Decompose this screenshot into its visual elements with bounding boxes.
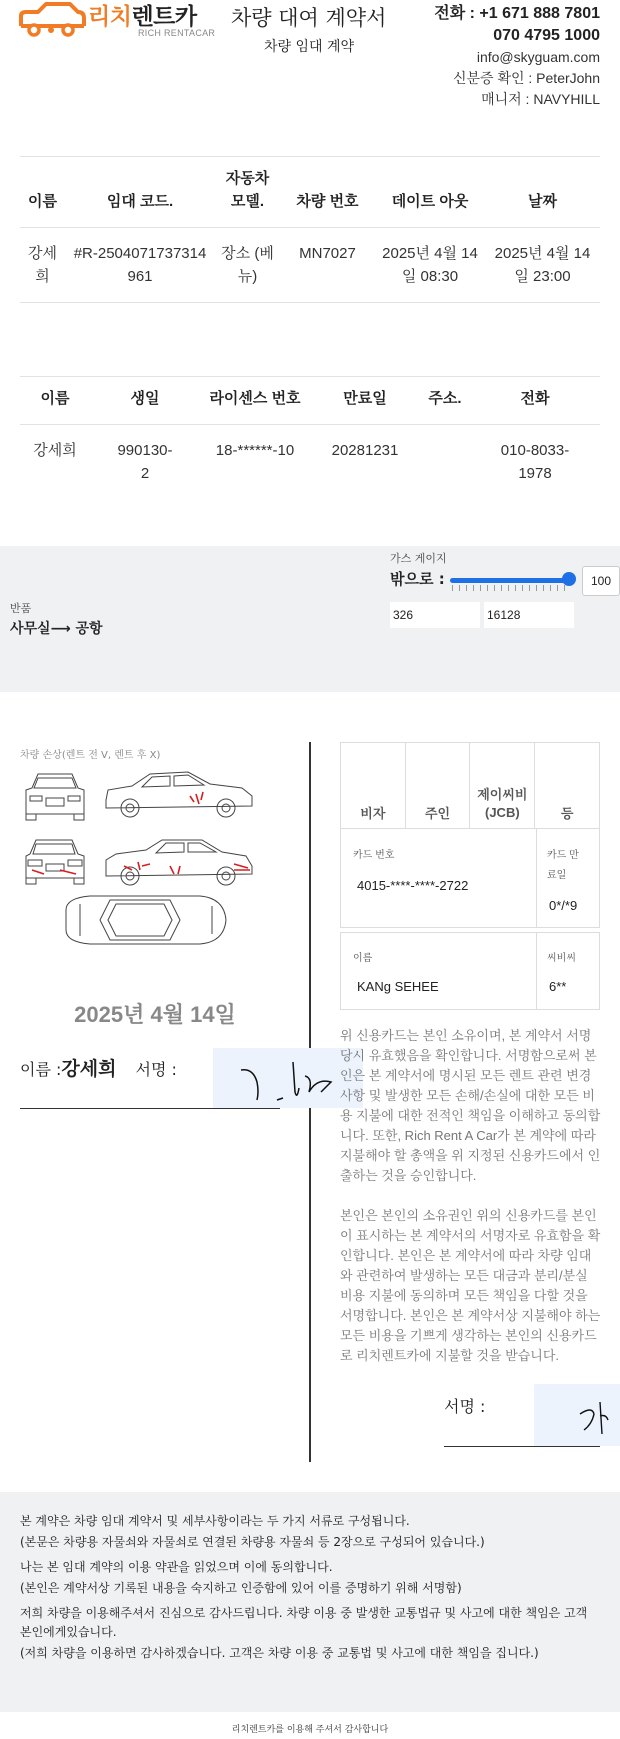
col-header-phone: 전화: [470, 377, 600, 425]
car-side-view-left: [106, 840, 252, 885]
card-type-visa[interactable]: 비자: [341, 743, 406, 829]
driver-name: 강세희: [33, 442, 77, 459]
brand-name: [88, 0, 197, 31]
card-cvc-label: 씨비씨: [547, 953, 576, 964]
col-header-date: 날짜: [485, 157, 600, 228]
table-row: [20, 425, 600, 500]
driver-expiry: 20281231: [331, 442, 399, 459]
card-type-jcb[interactable]: 제이씨비 (JCB): [470, 743, 535, 829]
return-route: 사무실⟶ 공항: [10, 621, 103, 637]
brand-subtitle: RICH RENTACAR: [138, 28, 216, 38]
gas-gauge-label: 가스 게이지: [390, 552, 447, 565]
car-side-view-right: [106, 772, 252, 817]
col-header-code: 임대 코드.: [65, 157, 215, 228]
signer-row: [20, 1054, 177, 1081]
note-line-5: [20, 1604, 600, 1642]
slider-ticks: [452, 585, 568, 591]
slider-track: [450, 578, 570, 583]
slider-thumb[interactable]: [562, 572, 576, 586]
contact-block: [434, 3, 600, 110]
car-rear-view: [26, 840, 84, 884]
driver-address: [420, 425, 470, 500]
date-out: 2025년 4월 14일 08:30: [375, 228, 485, 303]
driver-phone: 010-8033-1978: [500, 442, 570, 482]
signature-pad-right[interactable]: [534, 1384, 620, 1446]
col-header-expiry: 만료일: [310, 377, 420, 425]
card-type-table: [340, 742, 600, 829]
driver-table-header: [20, 377, 600, 425]
car-logo-icon: [18, 2, 86, 38]
col-header-birth: 생일: [90, 377, 200, 425]
card-holder: KANg SEHEE: [357, 979, 439, 994]
note-line-6: (저희 차량을 이용하면 감사하겠습니다. 고객은 차량 이용 중 교통법 및 사고에 대한 책임을 집니다.): [20, 1646, 539, 1660]
date-in: 2025년 4월 14일 23:00: [485, 228, 600, 303]
damage-label: 차량 손상(렌트 전 V, 렌트 후 X): [20, 750, 161, 761]
card-number-label: 카드 번호: [353, 850, 395, 861]
agreement-paragraph-2: 본인은 본인의 소유권인 위의 신용카드를 본인이 표시하는 본 계약서의 서명자로 유효함을 확인합니다. 본인은 본 계약서에 따라 차량 임대와 관련하여 발생하는 모든 대금과 분리/분실 비용 지불에 동의하며 모든 책임을 다할 것을 서명합니다. 본인은 본 계약서상 지불해야 하는 모든 비용을 기쁘게 생각하는 본인의 신용카드로 리치렌트카에 지불할 것을 받습니다.: [340, 1208, 601, 1363]
return-label: 반품: [10, 602, 32, 615]
gas-gauge-slider[interactable]: [450, 576, 570, 584]
col-header-name: 이름: [20, 157, 65, 228]
card-expiry: 0*/*9: [549, 898, 578, 913]
note-line-5-main: 저희 차량을 이용해주셔서 진심으로 감사드립니다. 차량 이용 중 발생한 교통법규 및 사고에 대한 책임은 고객 본인에게: [20, 1606, 588, 1639]
col-header-driver-name: 이름: [20, 377, 90, 425]
brand-name-orange: 리치: [88, 4, 132, 30]
brand-name-dark: 렌트카: [131, 4, 197, 30]
return-gauge-panel: [0, 546, 620, 692]
note-line-5-end: 있습니다.: [66, 1625, 117, 1639]
card-type-master[interactable]: 주인: [405, 743, 470, 829]
card-sign-label: 서명 :: [444, 1397, 486, 1416]
card-number: 4015-****-****-2722: [357, 878, 469, 893]
driver-table: [20, 376, 600, 499]
rental-table-header: [20, 157, 600, 228]
signer-sign-label: 서명 :: [135, 1060, 177, 1079]
header: [0, 0, 620, 120]
gas-out-label: 밖으로 :: [390, 570, 445, 588]
gas-value-field[interactable]: 100: [582, 566, 620, 596]
card-holder-box: [340, 932, 600, 1010]
col-header-license: 라이센스 번호: [200, 377, 310, 425]
card-holder-label: 이름: [353, 953, 373, 964]
agreement-paragraph-1: 위 신용카드는 본인 소유이며, 본 계약서 서명 당시 유효했음을 확인합니다. 서명함으로써 본인은 본 계약서에 명시된 모든 렌트 관련 변경 사항 및 발생한 모든 손해/손실에 대한 모든 비용 지불에 대한 전적인 책임을 이해하고 동의합니다. 또한, Rich Rent A Car가 본 계약에 따라 지불해야 할 총액을 위 지정된 신용카드에서 인출하는 것을 승인합니다.: [340, 1028, 601, 1183]
note-line-3: 나는 본 임대 계약의 이용 약관을 읽었으며 이에 동의합니다.: [20, 1560, 333, 1574]
car-model: 장소 (베뉴): [215, 228, 280, 303]
col-header-plate: 차량 번호: [280, 157, 375, 228]
contact-email: info@skyguam.com: [476, 49, 600, 65]
document-subtitle: 차량 임대 계약: [264, 39, 355, 55]
card-type-row: [341, 743, 600, 829]
plate-number: MN7027: [280, 228, 375, 303]
signature-line-left: [20, 1108, 280, 1109]
footer-thanks: 리치렌트카를 이용해 주셔서 감사합니다: [231, 1725, 389, 1735]
col-header-model: 자동차 모델.: [215, 157, 280, 228]
card-number-box: [340, 828, 600, 928]
mileage-out-field[interactable]: 326: [390, 602, 480, 628]
signature-line-right: [444, 1446, 600, 1447]
terms-notes: [0, 1492, 620, 1712]
note-line-2: (본문은 차량용 자물쇠와 자물쇠로 연결된 차량용 자물쇠 등 2장으로 구성되어 있습니다.): [20, 1535, 485, 1549]
signer-name: 강세희: [61, 1058, 117, 1080]
contact-phone-2: 070 4795 1000: [493, 27, 600, 44]
signature-stroke-right: [534, 1384, 620, 1446]
contact-phone-1: 전화 : +1 671 888 7801: [434, 5, 600, 22]
renter-name: 강세희: [20, 228, 65, 303]
note-line-4: (본인은 계약서상 기록된 내용을 숙지하고 인증함에 있어 이를 증명하기 위해 서명함): [20, 1581, 462, 1595]
card-type-etc[interactable]: 등: [535, 743, 600, 829]
col-header-address: 주소.: [420, 377, 470, 425]
card-holder-cell: [341, 933, 537, 1009]
note-line-1: 본 계약은 차량 임대 계약서 및 세부사항이라는 두 가지 서류로 구성됩니다.: [20, 1514, 410, 1528]
table-row: [20, 228, 600, 303]
card-expiry-label: 카드 만료일: [547, 850, 579, 881]
id-check: 신분증 확인 : PeterJohn: [453, 70, 600, 86]
manager: 매니저 : NAVYHILL: [481, 91, 600, 107]
rental-table: [20, 156, 600, 303]
document-title: 차량 대여 계약서: [231, 6, 387, 30]
card-cvc: 6**: [549, 979, 567, 994]
driver-birth: 990130-2: [117, 442, 173, 482]
car-front-view: [26, 774, 84, 820]
signer-name-label: 이름 :: [20, 1060, 62, 1079]
mileage-in-field[interactable]: 16128: [484, 602, 574, 628]
car-top-view: [66, 896, 226, 944]
car-damage-diagram[interactable]: [20, 770, 280, 980]
contract-date: 2025년 4월 14일: [74, 1002, 236, 1027]
rental-code: #R-2504071737314961: [65, 228, 215, 303]
col-header-date-out: 데이트 아웃: [375, 157, 485, 228]
driver-license: 18-******-10: [215, 442, 295, 459]
brand-logo: [18, 0, 218, 40]
